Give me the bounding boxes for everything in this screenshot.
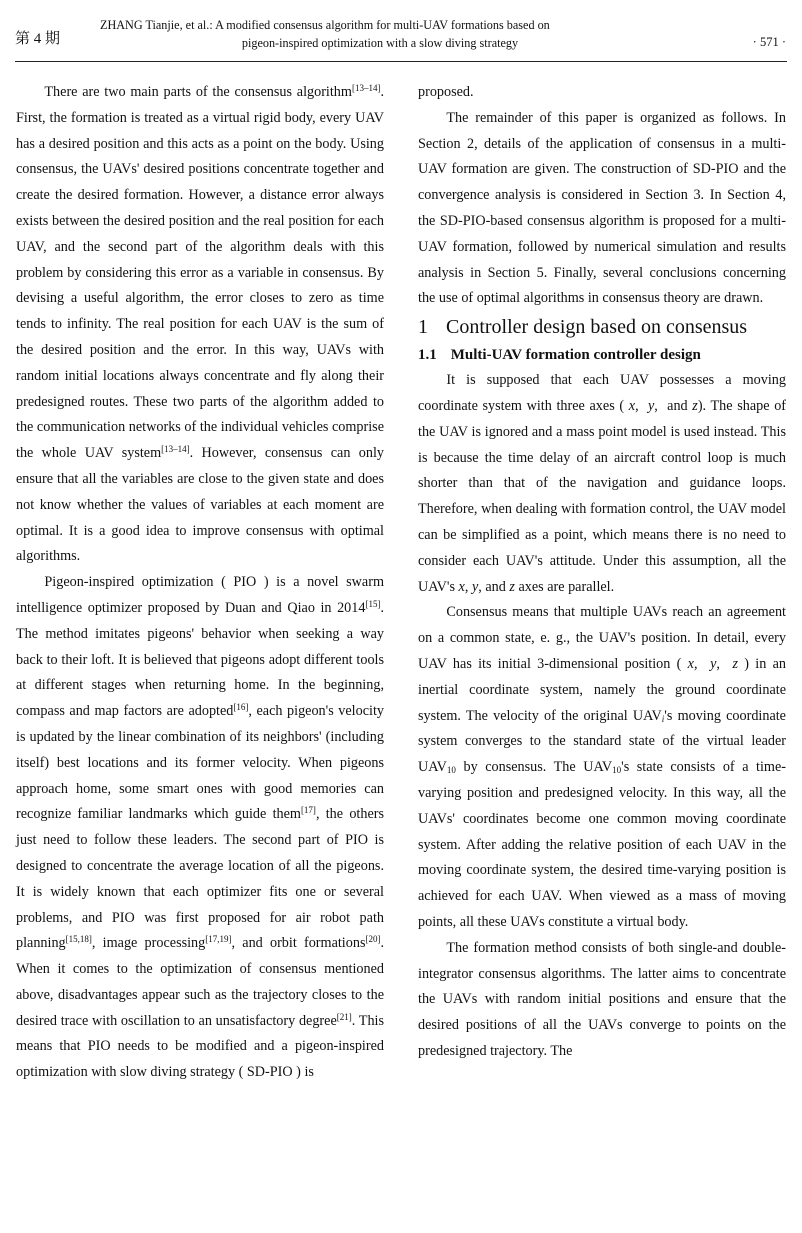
header-rule xyxy=(15,61,787,62)
citation: [16] xyxy=(233,702,249,713)
paragraph: The formation method consists of both single-and double-integrator consensus algorithms. The latter aims to concentrate the UAVs with random initial positions and ensure that the desired positions of all the UAVs converge to points on the predesigned trajectory. The xyxy=(418,939,786,1059)
running-title-line1: ZHANG Tianjie, et al.: A modified consensus algorithm for multi-UAV formations based on xyxy=(100,18,550,32)
paragraph: There are two main parts of the consensus algorithm[13–14]. First, the formation is treated as a virtual rigid body, every UAV has a desired position and this acts as a point on the body. Using consensus, the UAVs' desired positions concentrate together and create the desired formation. However, a distance error always exists between the desired position and the real position for each UAV, and the second part of the algorithm deals with this problem by considering this error as a variable in consensus. By devising a useful algorithm, the error closes to zero as time tends to infinity. The real position for each UAV is the sum of the desired position and the error. In this way, UAVs with random initial locations always concentrate and fly along their predesigned routes. These two parts of the algorithm added to the communication networks of the individual vehicles comprise the whole UAV system[13–14]. However, consensus can only ensure that all the variables are close to the given state and does not know whether the values of variables at each moment are optimal. It is a good idea to improve consensus with optimal algorithms. xyxy=(16,83,384,565)
citation: [13–14] xyxy=(351,83,381,93)
page-number: · 571 · xyxy=(752,35,786,49)
paragraph: Pigeon-inspired optimization ( PIO ) is a novel swarm intelligence optimizer proposed by Duan and Qiao in 2014[15]. The method imitates pigeons' behavior when seeking a way back to their loft. It is believed that pigeons adopt different tools at different stages when returning home. In the beginning, compass and map factors are adopted[16], each pigeon's velocity is updated by the linear combination of its neighbors' (including itself) best locations and its former velocity. When pigeons approach home, some smart ones with good memories can recognize familiar landmarks which guide them[17], the others just need to follow these leaders. The second part of PIO is designed to concentrate the average location of all the pigeons. It is widely known that each optimizer fits one or several problems, and PIO was first proposed for air robot path planning[15,18], image processing[17,19], and orbit formations[20]. When it comes to the optimization of consensus mentioned above, disadvantages appear such as the trajectory closes to the desired trace with oscillation to an unsatisfactory degree[21]. This means that PIO needs to be modified and a pigeon-inspired optimization with slow diving strategy ( SD-PIO ) is xyxy=(16,574,385,1081)
citation: [17,19] xyxy=(205,934,232,945)
citation: [17] xyxy=(300,805,316,816)
citation: [20] xyxy=(365,934,381,945)
paragraph: The remainder of this paper is organized as follows. In Section 2, details of the application of consensus in a multi-UAV formation are given. The construction of SD-PIO and the convergence analysis is considered in Section 3. In Section 4, the SD-PIO-based consensus algorithm is proposed for a multi-UAV formation, followed by numerical simulation and results analysis in Section 5. Finally, several conclusions concerning the use of optimal algorithms in consensus theory are drawn. xyxy=(418,109,786,307)
running-title-line2: pigeon-inspired optimization with a slow diving strategy xyxy=(241,36,519,50)
page-header xyxy=(0,0,802,62)
issue-number: 第 4 期 xyxy=(15,31,61,47)
right-column xyxy=(418,80,786,1065)
paragraph: proposed. xyxy=(418,84,474,100)
left-column xyxy=(16,80,384,1086)
citation: [21] xyxy=(336,1011,352,1022)
citation: [15,18] xyxy=(65,934,92,945)
paragraph: It is supposed that each UAV possesses a moving coordinate system with three axes ( x, y, and z). The shape of the UAV is ignored and a mass point model is used instead. This is because the time delay of an aircraft control loop is much shorter than that of the navigation and guidance loops. Therefore, when dealing with formation control, the UAV model can be simplified as a point, which means there is no need to consider each UAV's attitude. Under this assumption, all the UAV's x, y, and z axes are parallel. xyxy=(418,372,787,595)
running-title xyxy=(100,16,660,52)
citation: [15] xyxy=(365,598,381,609)
subsection-heading: 1.1 Multi-UAV formation controller design xyxy=(418,347,701,364)
paragraph: Consensus means that multiple UAVs reach an agreement on a common state, e. g., the UAV's position. In detail, every UAV has its initial 3-dimensional position ( x, y, z ) in an inertial coordinate system, namely the ground coordinate system. The velocity of the original $UAV_i's$ moving coordinate system converges to the standard state of the virtual leader $UAV_{10}$ by consensus. The $UAV_{10}'s$ state consists of a time-varying position and predesigned velocity. In this way, all the UAVs' coordinates become one common moving coordinate system. After adding the relative position of each UAV in the moving coordinate system, the desired time-varying position is achieved for each UAV. When viewed as a mass of moving points, all these UAVs constitute a virtual body. xyxy=(418,604,787,930)
citation: [13–14] xyxy=(161,444,190,455)
section-heading: 1 Controller design based on consensus xyxy=(418,316,748,339)
